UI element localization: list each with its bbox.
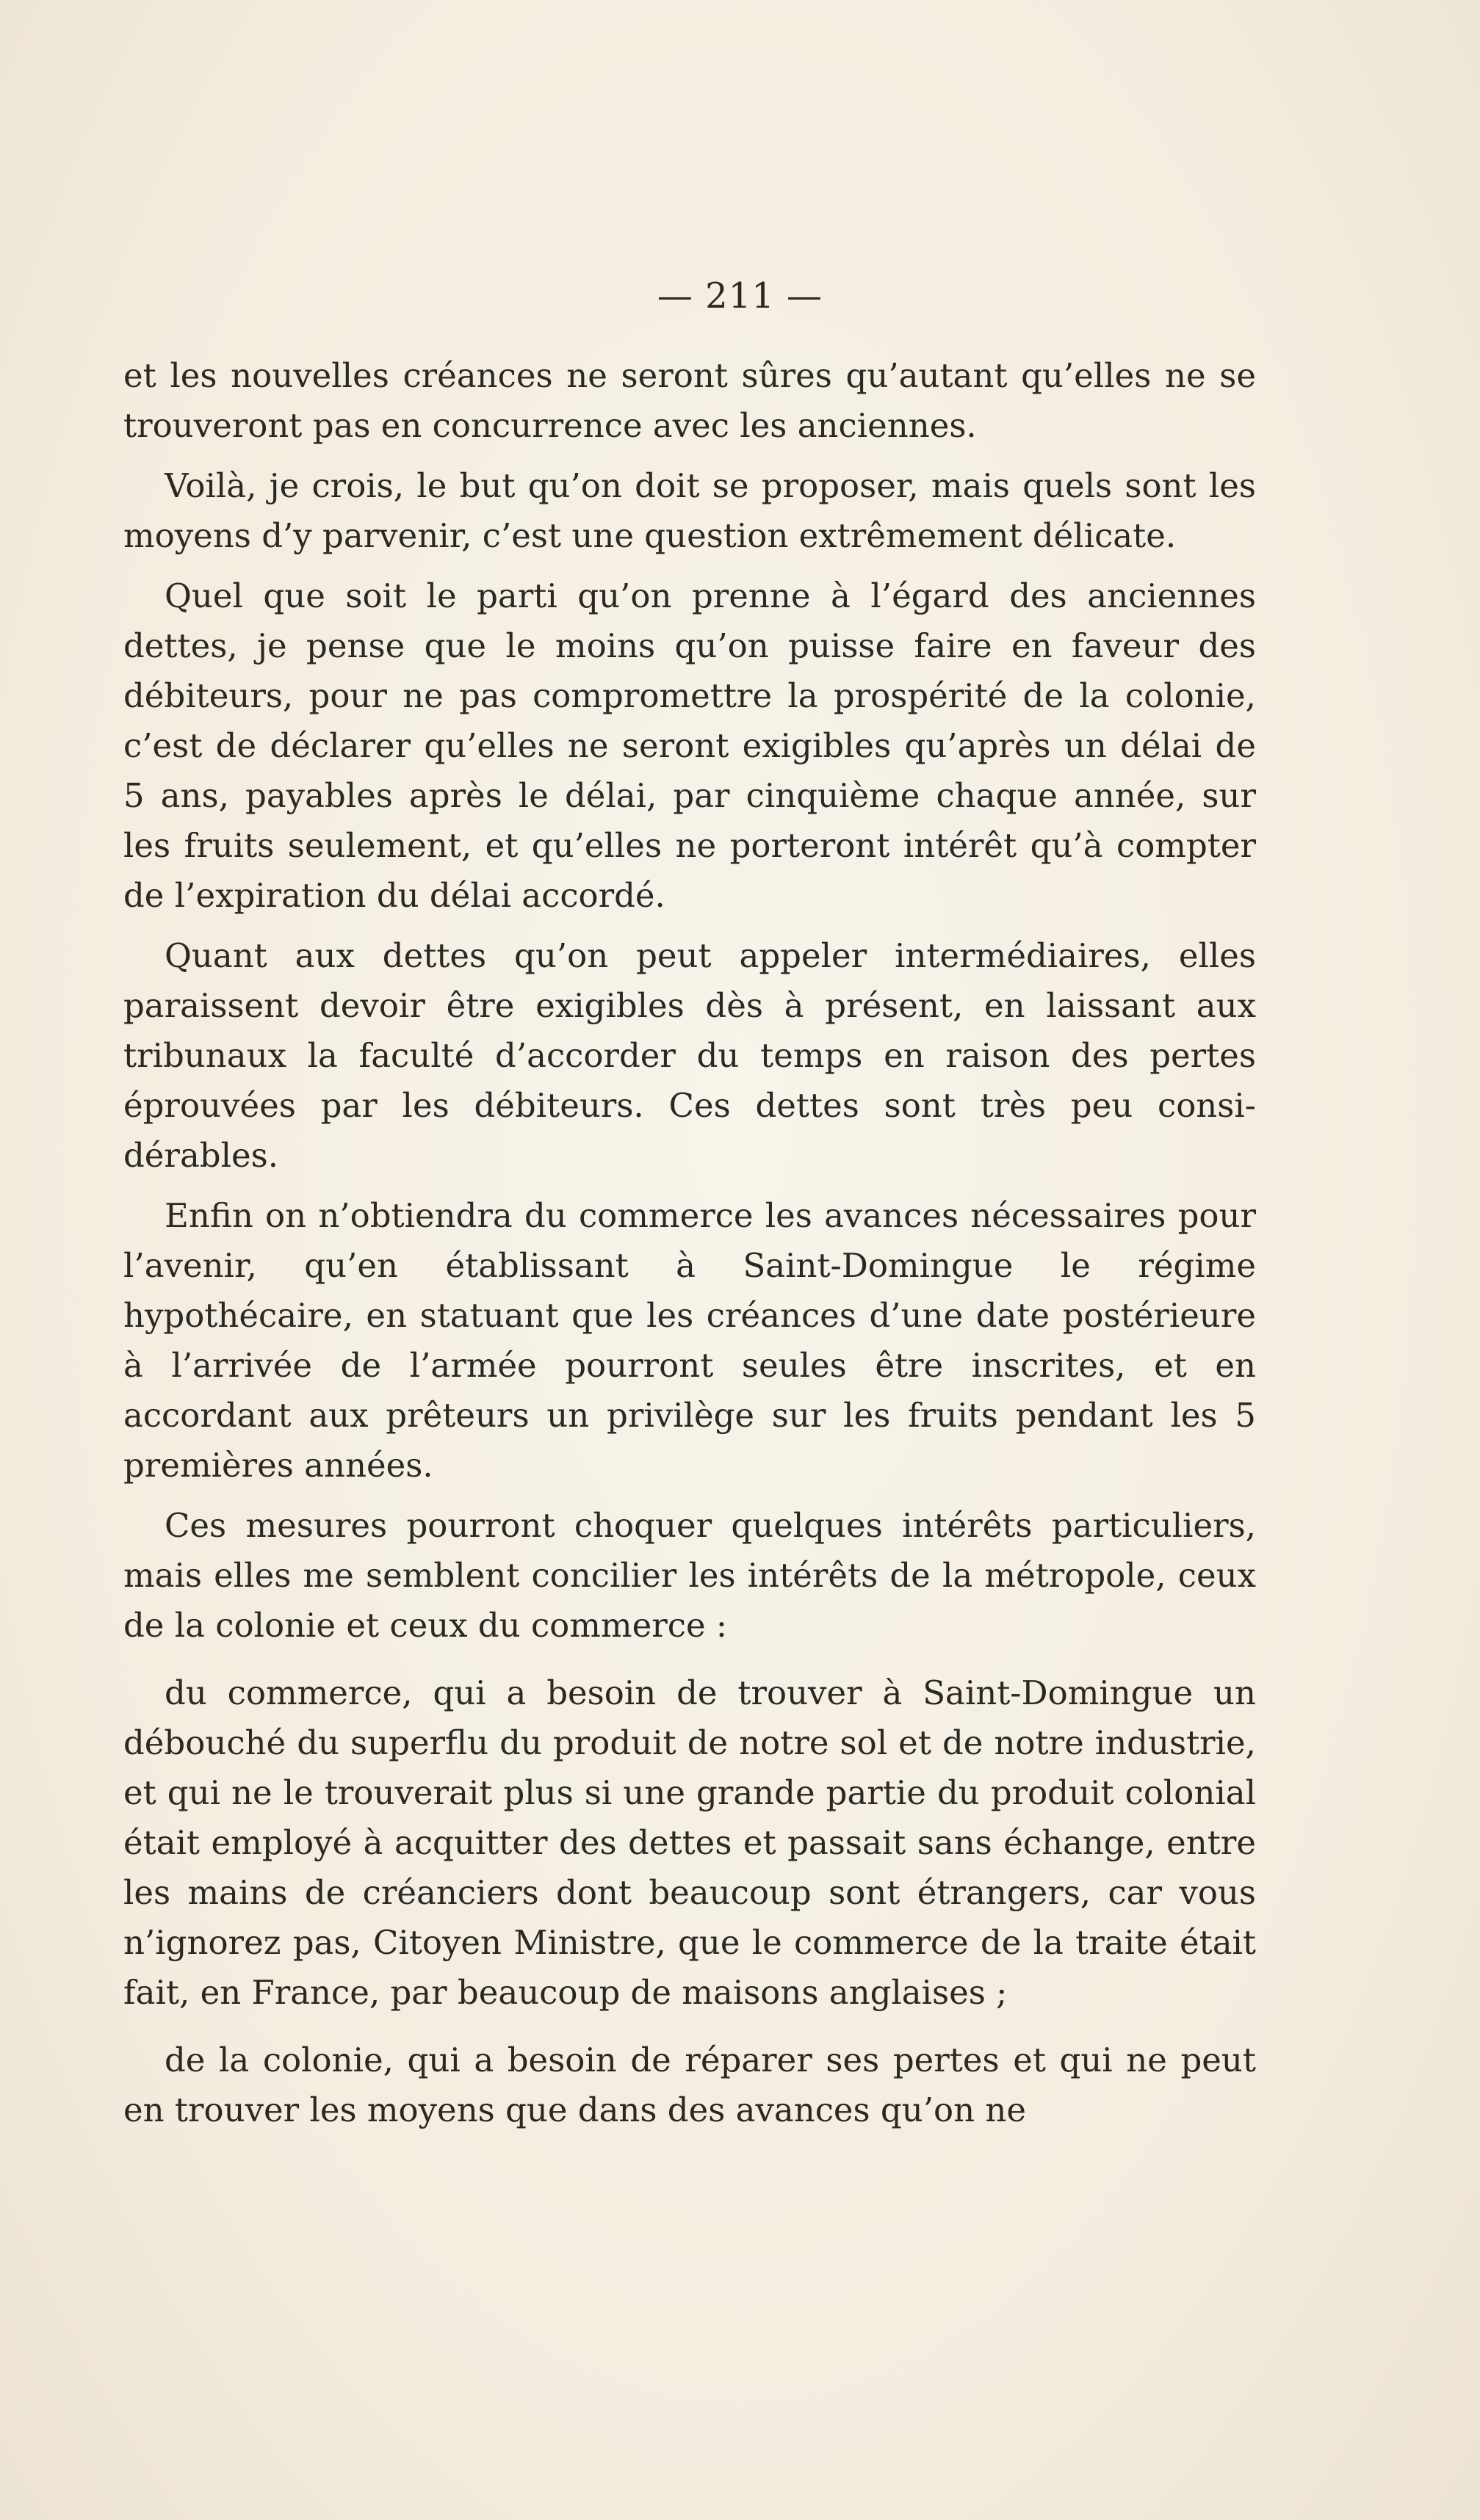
page-number: — 211 — <box>657 275 823 316</box>
paragraph-5: Enfin on n’obtiendra du commerce les avances nécessaires pour l’avenir, qu’en établissant à Saint-Domingue le régime hypothécaire, en statuant que les créances d’une date postérieure à l’arrivée de l’armée pourront seules être inscrites, et en accordant aux prêteurs un privilège sur les fruits pendant les 5 premières années. <box>123 1196 1256 1485</box>
paragraph-8: de la colonie, qui a besoin de réparer ses pertes et qui ne peut en trouver les moyens que dans des avances qu’on ne <box>123 2041 1256 2129</box>
paragraph-6: Ces mesures pourront choquer quelques intérêts particuliers, mais elles me semblent concilier les intérêts de la métropole, ceux de la colonie et ceux du commerce : <box>123 1506 1256 1645</box>
paragraph-4: Quant aux dettes qu’on peut appeler intermédiaires, elles paraissent devoir être exigibles dès à présent, en laissant aux tribunaux la faculté d’accorder du temps en raison des pertes éprouvées par les débiteurs. Ces dettes sont très peu considérables. <box>123 936 1256 1175</box>
paragraph-1: et les nouvelles créances ne seront sûres qu’autant qu’elles ne se trouveront pas en concurrence avec les anciennes. <box>123 356 1256 445</box>
body-text <box>123 351 1256 2146</box>
paragraph-3: Quel que soit le parti qu’on prenne à l’égard des anciennes dettes, je pense que le moins qu’on puisse faire en faveur des débiteurs, pour ne pas compromettre la prospérité de la colonie, c’est de déclarer qu’elles ne seront exigibles qu’après un délai de 5 ans, payables après le délai, par cinquième chaque année, sur les fruits seulement, et qu’elles ne porteront intérêt qu’à compter de l’expiration du délai accordé. <box>123 576 1256 915</box>
paragraph-2: Voilà, je crois, le but qu’on doit se proposer, mais quels sont les moyens d’y parvenir, c’est une question extrêmement délicate. <box>123 466 1256 555</box>
paragraph-7: du commerce, qui a besoin de trouver à Saint-Domingue un débouché du superflu du produit de notre sol et de notre industrie, et qui ne le trouverait plus si une grande partie du produit colonial était employé à acquitter des dettes et passait sans échange, entre les mains de créanciers dont beaucoup sont étrangers, car vous n’ignorez pas, Citoyen Ministre, que le commerce de la traite était fait, en France, par beaucoup de maisons anglaises ; <box>123 1673 1256 2012</box>
